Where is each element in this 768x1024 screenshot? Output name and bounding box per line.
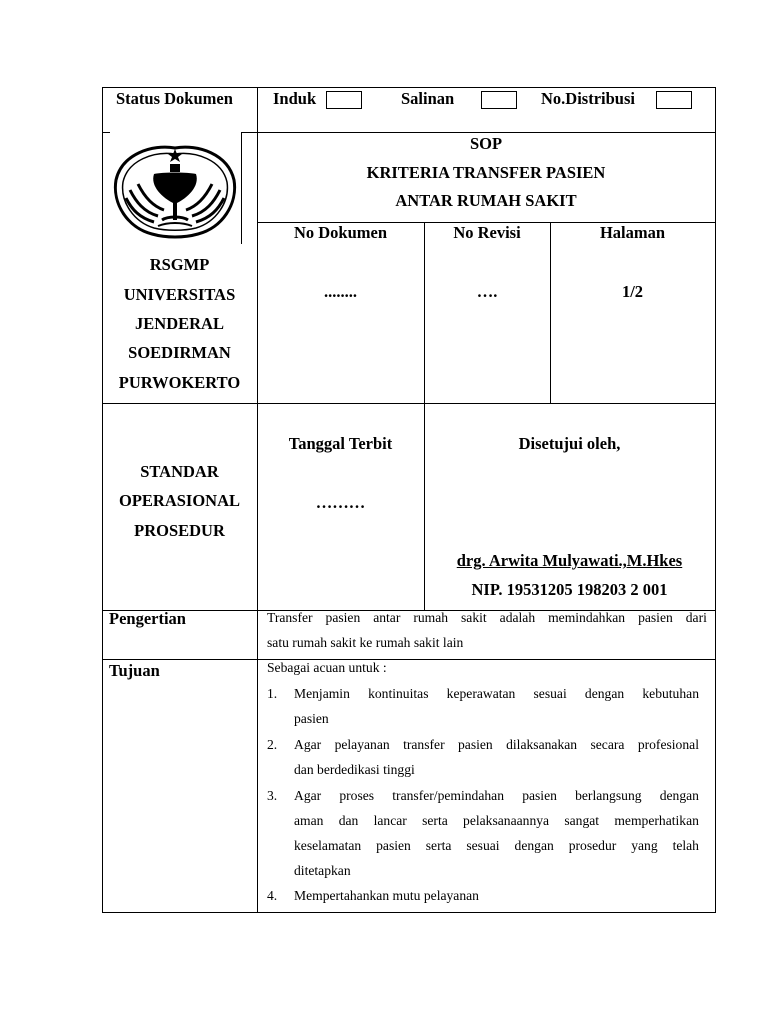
word: dengan bbox=[514, 838, 554, 853]
word: dan bbox=[338, 813, 359, 828]
approver-nip: NIP. 19531205 198203 2 001 bbox=[471, 580, 668, 599]
word: Transfer bbox=[267, 610, 313, 625]
list-item-line: pasien bbox=[294, 711, 329, 726]
word: transfer bbox=[403, 737, 445, 752]
word: Menjamin bbox=[294, 686, 350, 701]
word: dengan bbox=[659, 788, 699, 803]
page-title-line: ANTAR RUMAH SAKIT bbox=[395, 191, 577, 210]
status-dokumen-label: Status Dokumen bbox=[116, 89, 233, 108]
word: pasien bbox=[457, 737, 493, 752]
word: memindahkan bbox=[548, 610, 626, 625]
word: pelayanan bbox=[334, 737, 390, 752]
sop-label-line: PROSEDUR bbox=[134, 521, 225, 540]
divider bbox=[241, 132, 242, 244]
word: pasien bbox=[522, 788, 557, 803]
table-border-top bbox=[102, 87, 716, 88]
halaman-value: 1/2 bbox=[621, 282, 644, 301]
word: sesuai bbox=[533, 686, 567, 701]
word: dari bbox=[685, 610, 707, 625]
tanggal-terbit-label: Tanggal Terbit bbox=[288, 434, 393, 453]
university-emblem-icon bbox=[110, 140, 240, 242]
list-item-line bbox=[294, 737, 699, 753]
tujuan-label: Tujuan bbox=[109, 661, 160, 680]
list-number: 3. bbox=[267, 788, 278, 803]
word: memperhatikan bbox=[614, 813, 699, 828]
word: aman bbox=[294, 813, 324, 828]
word: rumah bbox=[413, 610, 449, 625]
word: dengan bbox=[584, 686, 625, 701]
divider bbox=[257, 132, 716, 133]
word: keselamatan bbox=[294, 838, 362, 853]
salinan-label: Salinan bbox=[401, 89, 455, 108]
distribusi-label: No.Distribusi bbox=[541, 89, 635, 108]
word: proses bbox=[339, 788, 375, 803]
word: sangat bbox=[564, 813, 600, 828]
divider bbox=[241, 132, 257, 133]
induk-checkbox[interactable] bbox=[326, 91, 362, 109]
salinan-checkbox[interactable] bbox=[481, 91, 517, 109]
word: kebutuhan bbox=[642, 686, 699, 701]
word: prosedur bbox=[568, 838, 617, 853]
word: yang bbox=[631, 838, 658, 853]
tanggal-terbit-value: ……… bbox=[315, 493, 366, 512]
word: keperawatan bbox=[446, 686, 516, 701]
word: Agar bbox=[294, 737, 322, 752]
word: transfer/pemindahan bbox=[392, 788, 505, 803]
tujuan-intro: Sebagai acuan untuk : bbox=[267, 660, 387, 675]
no-revisi-value: …. bbox=[476, 282, 498, 301]
divider bbox=[102, 132, 110, 133]
word: secara bbox=[590, 737, 625, 752]
page-title-line: KRITERIA TRANSFER PASIEN bbox=[366, 163, 606, 182]
list-item-line bbox=[294, 813, 699, 829]
list-item-line bbox=[294, 838, 699, 854]
list-item-line bbox=[294, 686, 699, 702]
institution-line: PURWOKERTO bbox=[118, 373, 241, 392]
list-item-line: Mempertahankan mutu pelayanan bbox=[294, 888, 479, 903]
disetujui-label: Disetujui oleh, bbox=[518, 434, 621, 453]
page-title-sop: SOP bbox=[469, 134, 503, 153]
word: kontinuitas bbox=[368, 686, 429, 701]
word: lancar bbox=[373, 813, 407, 828]
institution-line: JENDERAL bbox=[135, 314, 224, 333]
word: pelaksanaannya bbox=[463, 813, 550, 828]
pengertian-label: Pengertian bbox=[109, 609, 186, 628]
institution-line: UNIVERSITAS bbox=[123, 285, 236, 304]
induk-label: Induk bbox=[273, 89, 317, 108]
list-item-line: ditetapkan bbox=[294, 863, 351, 878]
list-number: 2. bbox=[267, 737, 278, 752]
institution-line: SOEDIRMAN bbox=[128, 343, 231, 362]
list-item-line: dan berdedikasi tinggi bbox=[294, 762, 415, 777]
word: berlangsung bbox=[575, 788, 642, 803]
institution-line: RSGMP bbox=[149, 255, 210, 274]
word: adalah bbox=[499, 610, 536, 625]
approver-name: drg. Arwita Mulyawati.,M.Hkes bbox=[456, 551, 683, 570]
halaman-label: Halaman bbox=[599, 223, 666, 242]
word: telah bbox=[672, 838, 699, 853]
table-border-right bbox=[715, 87, 716, 913]
pengertian-line: satu rumah sakit ke rumah sakit lain bbox=[267, 635, 464, 650]
distribusi-checkbox[interactable] bbox=[656, 91, 692, 109]
divider bbox=[550, 222, 551, 404]
pengertian-line bbox=[267, 610, 707, 626]
no-revisi-label: No Revisi bbox=[453, 223, 521, 242]
word: sakit bbox=[461, 610, 487, 625]
no-dokumen-label: No Dokumen bbox=[293, 223, 388, 242]
word: pasien bbox=[638, 610, 673, 625]
word: antar bbox=[373, 610, 401, 625]
word: profesional bbox=[637, 737, 699, 752]
list-number: 1. bbox=[267, 686, 278, 701]
sop-label-line: OPERASIONAL bbox=[118, 491, 241, 510]
word: Agar bbox=[294, 788, 322, 803]
word: pasien bbox=[376, 838, 411, 853]
list-number: 4. bbox=[267, 888, 278, 903]
list-item-line bbox=[294, 788, 699, 804]
sop-label-line: STANDAR bbox=[140, 462, 219, 481]
divider bbox=[102, 659, 716, 660]
word: dilaksanakan bbox=[506, 737, 578, 752]
table-border-bottom bbox=[102, 912, 716, 913]
word: sesuai bbox=[466, 838, 500, 853]
word: pasien bbox=[325, 610, 361, 625]
divider bbox=[102, 403, 716, 404]
word: serta bbox=[425, 838, 452, 853]
word: serta bbox=[422, 813, 448, 828]
no-dokumen-value: ........ bbox=[324, 282, 357, 301]
